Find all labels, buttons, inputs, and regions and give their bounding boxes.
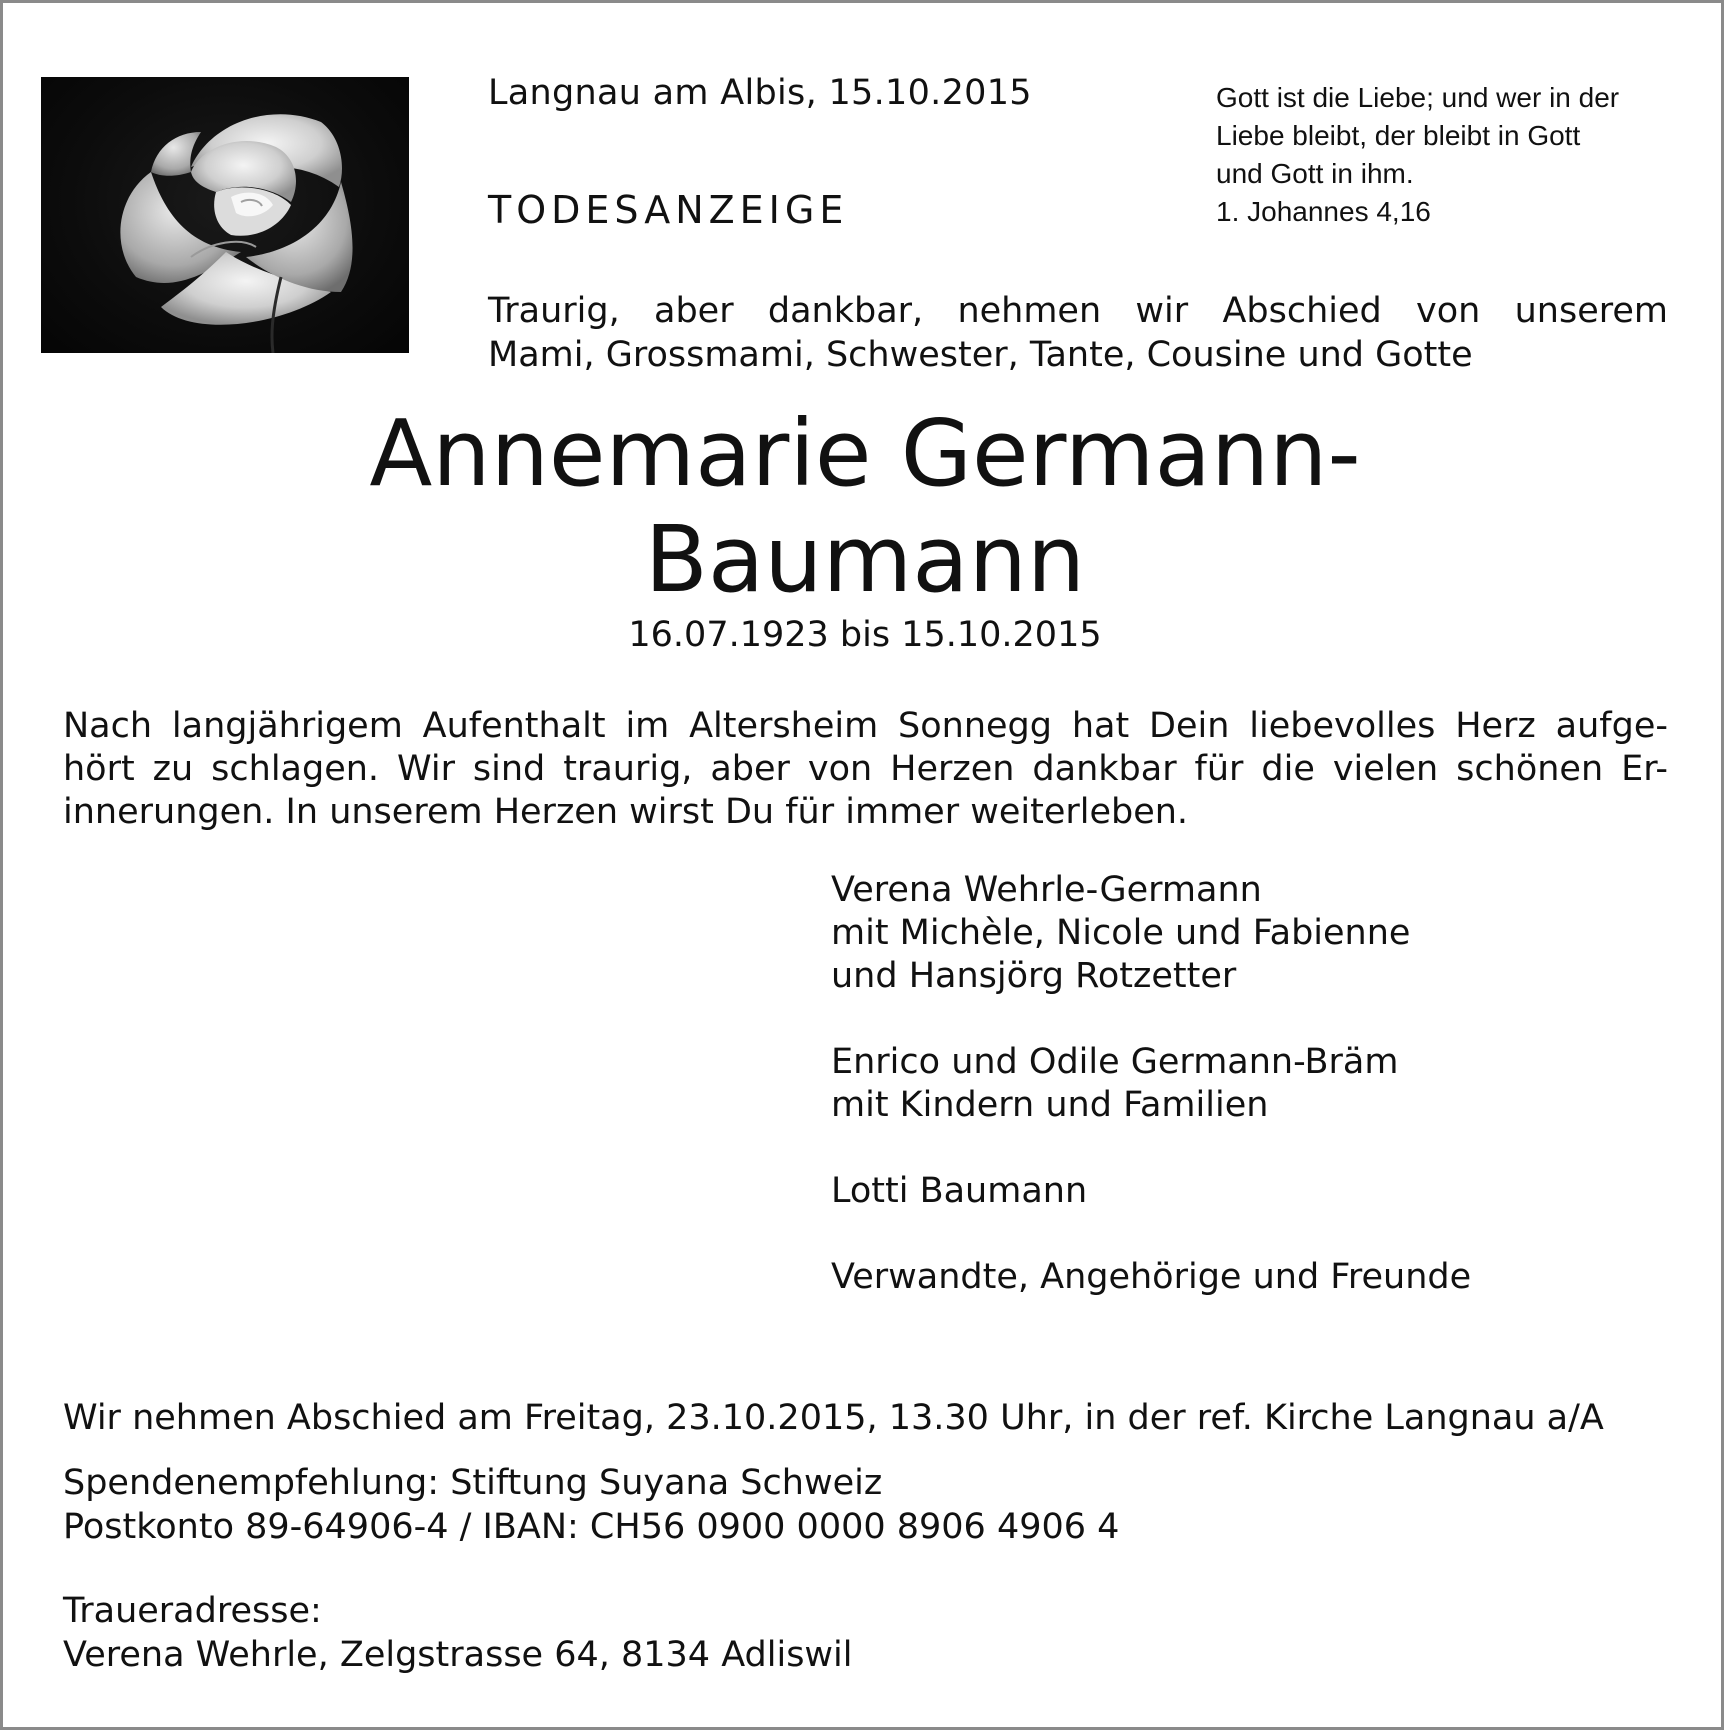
life-dates: 16.07.1923 bis 15.10.2015 [628, 615, 1102, 655]
intro-line: Mami, Grossmami, Schwester, Tante, Cousine und Gotte [488, 335, 1473, 375]
rose-photo [41, 77, 409, 353]
mourning-address [63, 1589, 853, 1677]
mourner-group [831, 869, 1471, 998]
message-text [63, 705, 1668, 834]
place-date: Langnau am Albis, 15.10.2015 [488, 73, 1032, 113]
notice-heading: TODESANZEIGE [488, 188, 849, 232]
mourners-list [831, 869, 1471, 1342]
deceased-name-line: Annemarie Germann- [369, 400, 1361, 507]
deceased-name [3, 401, 1724, 613]
message-line: Nach langjährigem Aufenthalt im Altersheim Sonnegg hat Dein liebevolles Herz aufge- [63, 706, 1668, 746]
intro-line: Traurig, aber dankbar, nehmen wir Abschied von unserem [488, 291, 1668, 331]
mourner-group [831, 1170, 1471, 1213]
address-label: Traueradresse: [63, 1591, 322, 1631]
verse-line: Liebe bleibt, der bleibt in Gott [1216, 120, 1581, 151]
address-value: Verena Wehrle, Zelgstrasse 64, 8134 Adliswil [63, 1635, 853, 1675]
funeral-info: Wir nehmen Abschied am Freitag, 23.10.2015, 13.30 Uhr, in der ref. Kirche Langnau a/A [63, 1398, 1604, 1438]
mourner-line: Verwandte, Angehörige und Freunde [831, 1257, 1472, 1297]
donation-recipient: Spendenempfehlung: Stiftung Suyana Schweiz [63, 1463, 883, 1503]
mourner-group [831, 1041, 1471, 1127]
donation-account: Postkonto 89-64906-4 / IBAN: CH56 0900 0000 8906 4906 4 [63, 1507, 1120, 1547]
intro-text [488, 289, 1668, 377]
verse-reference: 1. Johannes 4,16 [1216, 196, 1431, 227]
mourner-line: und Hansjörg Rotzetter [831, 956, 1237, 996]
deceased-name-line: Baumann [644, 506, 1086, 613]
message-line: innerungen. In unserem Herzen wirst Du für immer weiterleben. [63, 792, 1189, 832]
verse-line: Gott ist die Liebe; und wer in der [1216, 82, 1620, 113]
donation-info [63, 1461, 1119, 1549]
mourner-line: Enrico und Odile Germann-Bräm [831, 1042, 1399, 1082]
verse-line: und Gott in ihm. [1216, 158, 1414, 189]
rose-icon [41, 77, 409, 353]
mourner-group [831, 1256, 1471, 1299]
mourner-line: Verena Wehrle-Germann [831, 870, 1262, 910]
message-line: hört zu schlagen. Wir sind traurig, aber von Herzen dankbar für die vielen schönen Er- [63, 749, 1668, 789]
mourner-line: Lotti Baumann [831, 1171, 1088, 1211]
bible-verse [1216, 79, 1696, 231]
mourner-line: mit Kindern und Familien [831, 1085, 1269, 1125]
mourner-line: mit Michèle, Nicole und Fabienne [831, 913, 1411, 953]
